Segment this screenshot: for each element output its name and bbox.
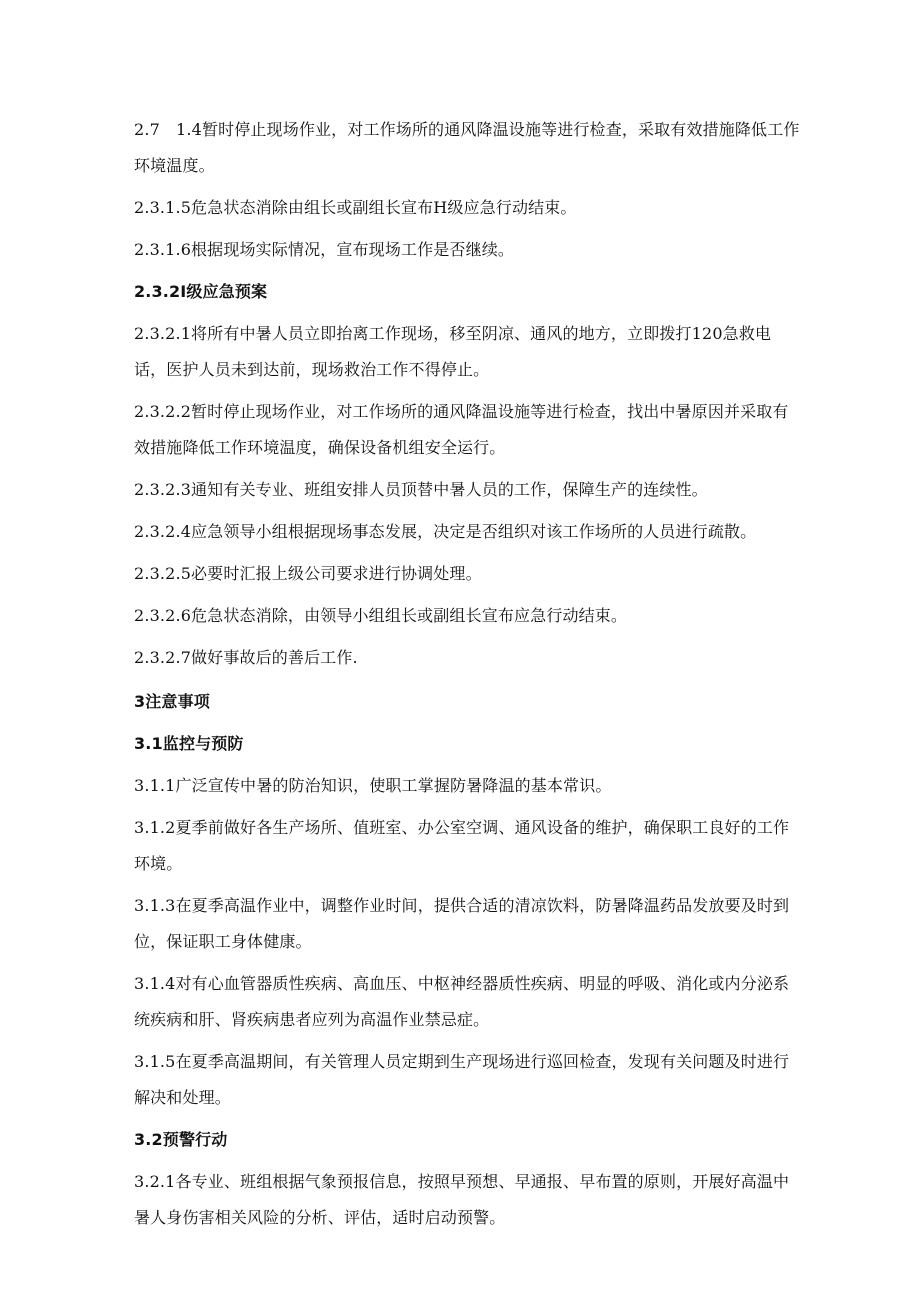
paragraph-2-3-2-7: 2.3.2.7做好事故后的善后工作. bbox=[134, 648, 358, 667]
paragraph-3-2-1: 3.2.1各专业、班组根据气象预报信息，按照早预想、早通报、早布置的原则，开展好高温中暑人身伤害相关风险的分析、评估，适时启动预警。 bbox=[134, 1172, 790, 1227]
paragraph-2-3-2-2: 2.3.2.2暂时停止现场作业，对工作场所的通风降温设施等进行检查，找出中暑原因并采取有效措施降低工作环境温度，确保设备机组安全运行。 bbox=[134, 402, 789, 457]
paragraph-2-3-2-6: 2.3.2.6危急状态消除，由领导小组组长或副组长宣布应急行动结束。 bbox=[134, 606, 628, 625]
paragraph-2-3-2-3: 2.3.2.3通知有关专业、班组安排人员顶替中暑人员的工作，保障生产的连续性。 bbox=[134, 480, 708, 499]
heading-3-1: 3.1监控与预防 bbox=[134, 734, 244, 753]
paragraph-2-7-1-4: 2.7 1.4暂时停止现场作业，对工作场所的通风降温设施等进行检查，采取有效措施降低工作环境温度。 bbox=[134, 120, 800, 175]
paragraph-2-3-2-5: 2.3.2.5必要时汇报上级公司要求进行协调处理。 bbox=[134, 564, 482, 583]
paragraph-3-1-1: 3.1.1广泛宣传中暑的防治知识，使职工掌握防暑降温的基本常识。 bbox=[134, 776, 612, 795]
paragraph-3-1-2: 3.1.2夏季前做好各生产场所、值班室、办公室空调、通风设备的维护，确保职工良好的工作环境。 bbox=[134, 818, 790, 873]
paragraph-2-3-2-4: 2.3.2.4应急领导小组根据现场事态发展，决定是否组织对该工作场所的人员进行疏散。 bbox=[134, 522, 757, 541]
document-content bbox=[134, 112, 800, 1236]
paragraph-2-3-2-1: 2.3.2.1将所有中暑人员立即抬离工作现场，移至阴凉、通风的地方，立即拨打120急救电话，医护人员未到达前，现场救治工作不得停止。 bbox=[134, 324, 772, 379]
paragraph-2-3-1-6: 2.3.1.6根据现场实际情况，宣布现场工作是否继续。 bbox=[134, 240, 515, 259]
paragraph-3-1-5: 3.1.5在夏季高温期间，有关管理人员定期到生产现场进行巡回检查，发现有关问题及时进行解决和处理。 bbox=[134, 1052, 790, 1107]
paragraph-2-3-1-5: 2.3.1.5危急状态消除由组长或副组长宣布H级应急行动结束。 bbox=[134, 198, 577, 217]
heading-2-3-2: 2.3.2I级应急预案 bbox=[134, 282, 268, 301]
paragraph-3-1-3: 3.1.3在夏季高温作业中，调整作业时间，提供合适的清凉饮料，防暑降温药品发放要及时到位，保证职工身体健康。 bbox=[134, 896, 790, 951]
heading-3: 3注意事项 bbox=[134, 692, 210, 711]
paragraph-3-1-4: 3.1.4对有心血管器质性疾病、高血压、中枢神经器质性疾病、明显的呼吸、消化或内分泌系统疾病和肝、肾疾病患者应列为高温作业禁忌症。 bbox=[134, 974, 790, 1029]
heading-3-2: 3.2预警行动 bbox=[134, 1130, 228, 1149]
